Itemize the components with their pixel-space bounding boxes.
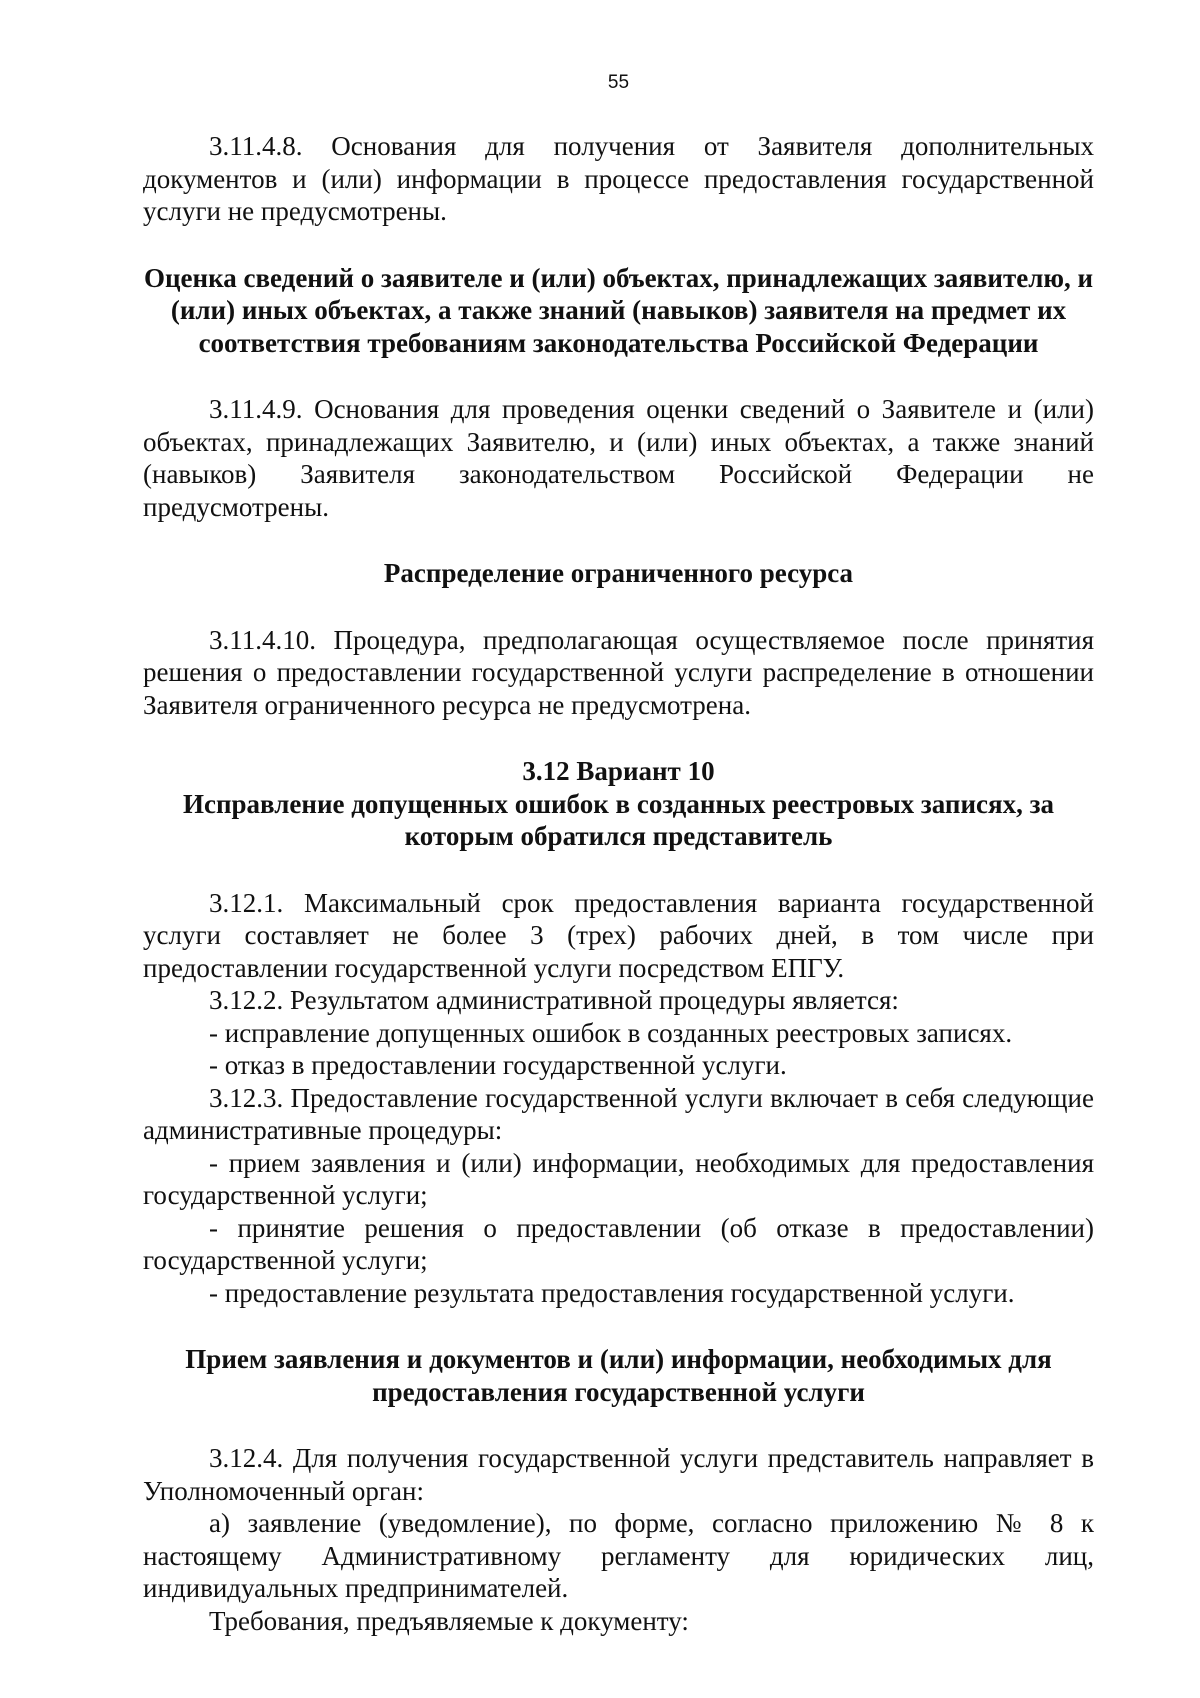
- paragraph-3-11-4-9: 3.11.4.9. Основания для проведения оценки сведений о Заявителе и (или) объектах, принадлежащих Заявителю, и (или) иных объектах, а также знаний (навыков) Заявителя законодательством Российской Федерации не предусмотрены.: [143, 394, 1094, 522]
- heading-resource-distribution: Распределение ограниченного ресурса: [383, 558, 854, 588]
- list-item-error-correction: - исправление допущенных ошибок в созданных реестровых записях.: [209, 1017, 1013, 1048]
- heading-applicant-assessment: Оценка сведений о заявителе и (или) объектах, принадлежащих заявителю, и (или) иных объектах, а также знаний (навыков) заявителя на предмет их соответствия требованиям законодательства Российской Федерации: [143, 262, 1094, 358]
- paragraph-3-12-3: 3.12.3. Предоставление государственной услуги включает в себя следующие административные процедуры:: [143, 1082, 1094, 1145]
- list-item-refusal: - отказ в предоставлении государственной услуги.: [209, 1050, 787, 1080]
- paragraph-document-requirements: Требования, предъявляемые к документу:: [209, 1605, 689, 1636]
- list-item-result-provision: - предоставление результата предоставления государственной услуги.: [209, 1277, 1015, 1308]
- paragraph-application-form: а) заявление (уведомление), по форме, согласно приложению № 8 к настоящему Административному регламенту для юридических лиц, индивидуальных предпринимателей.: [143, 1508, 1094, 1603]
- heading-variant-10: 3.12 Вариант 10: [522, 756, 715, 786]
- page-number: 55: [607, 72, 630, 93]
- list-item-application-intake: - прием заявления и (или) информации, необходимых для предоставления государственной услуги;: [143, 1147, 1094, 1210]
- heading-error-correction: Исправление допущенных ошибок в созданных реестровых записях, за которым обратился представитель: [183, 788, 1054, 851]
- paragraph-3-12-1: 3.12.1. Максимальный срок предоставления варианта государственной услуги составляет не более 3 (трех) рабочих дней, в том числе при предоставлении государственной услуги посредством ЕПГУ.: [143, 887, 1094, 983]
- paragraph-3-11-4-8: 3.11.4.8. Основания для получения от Заявителя дополнительных документов и (или) информации в процессе предоставления государственной услуги не предусмотрены.: [143, 131, 1094, 226]
- heading-application-intake: Прием заявления и документов и (или) информации, необходимых для предоставления государственной услуги: [185, 1344, 1052, 1407]
- paragraph-3-11-4-10: 3.11.4.10. Процедура, предполагающая осуществляемое после принятия решения о предоставлении государственной услуги распределение в отношении Заявителя ограниченного ресурса не предусмотрена.: [143, 624, 1094, 720]
- paragraph-3-12-4: 3.12.4. Для получения государственной услуги представитель направляет в Уполномоченный орган:: [143, 1443, 1094, 1506]
- paragraph-3-12-2: 3.12.2. Результатом административной процедуры является:: [209, 985, 899, 1015]
- list-item-decision: - принятие решения о предоставлении (об отказе в предоставлении) государственной услуги;: [143, 1212, 1094, 1275]
